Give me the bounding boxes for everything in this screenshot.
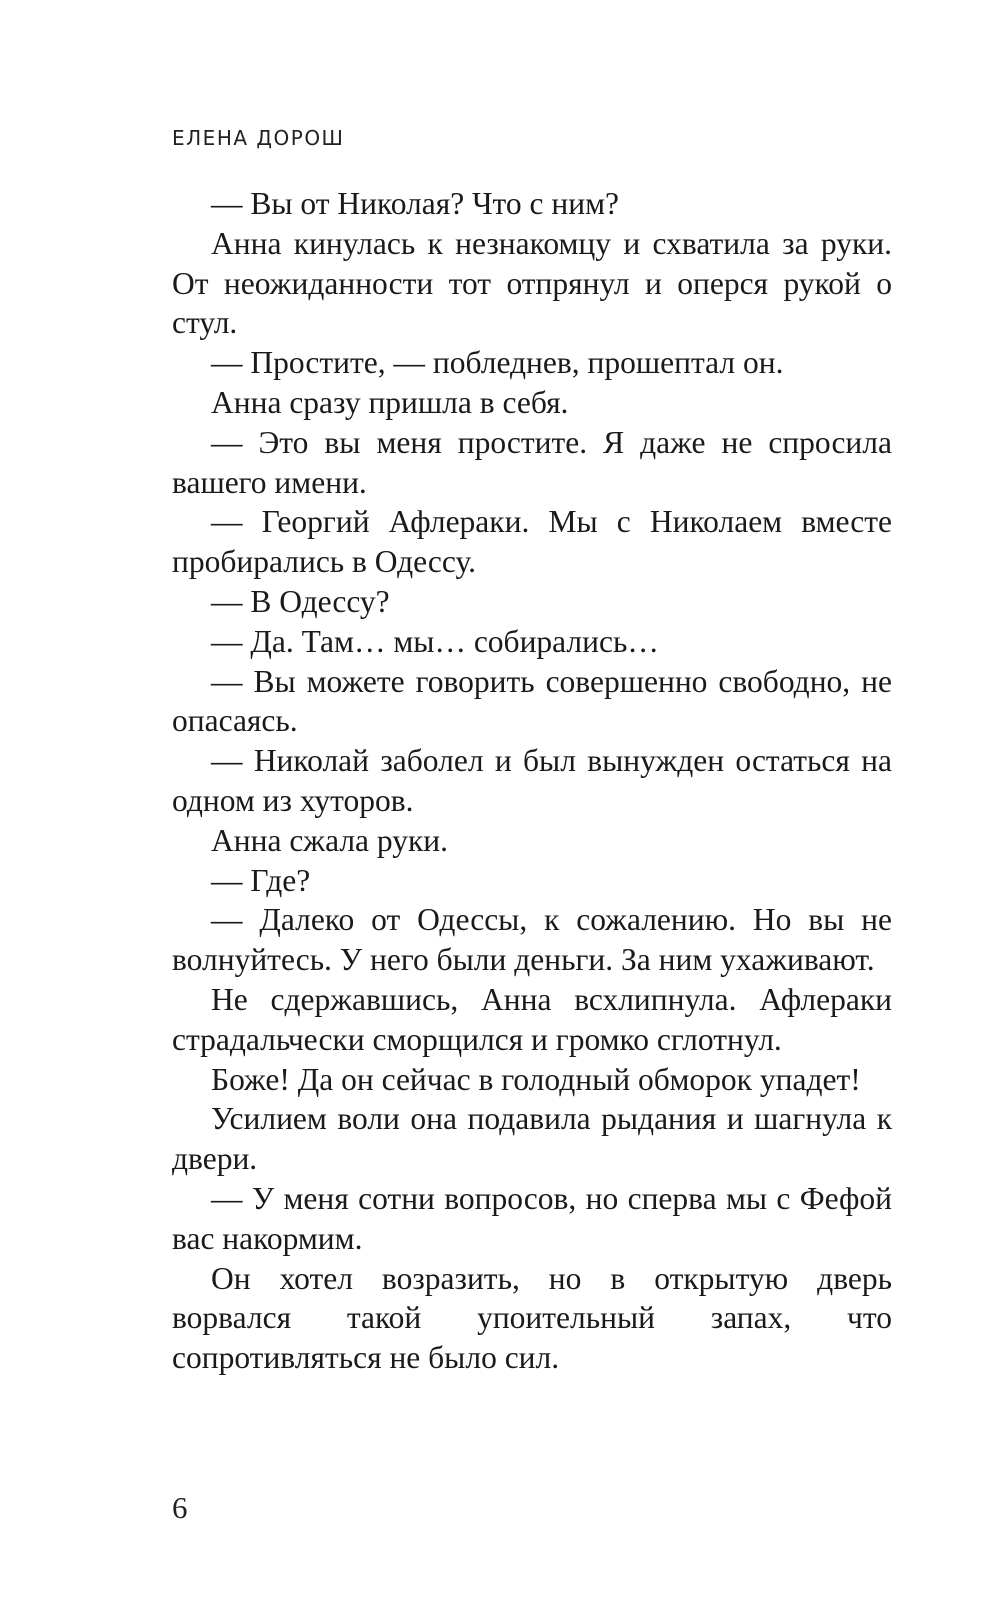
- paragraph: — Да. Там… мы… собирались…: [211, 623, 659, 659]
- page-number: 6: [172, 1490, 188, 1525]
- paragraph: — У меня сотни вопросов, но сперва мы с Фефой вас накормим.: [172, 1180, 892, 1256]
- paragraph: — Вы можете говорить совершенно свободно, не опасаясь.: [172, 663, 892, 739]
- paragraph: — Николай заболел и был вынужден остаться на одном из хуторов.: [172, 743, 892, 818]
- paragraph: — Это вы меня простите. Я даже не спросила вашего имени.: [172, 424, 892, 500]
- paragraph: — Вы от Николая? Что с ним?: [211, 186, 620, 221]
- paragraph: Не сдержавшись, Анна всхлипнула. Афлераки страдальчески сморщился и громко сглотнул.: [172, 981, 892, 1057]
- paragraph: Анна сразу пришла в себя.: [211, 384, 569, 420]
- paragraph: Боже! Да он сейчас в голодный обморок упадет!: [211, 1061, 861, 1097]
- paragraph: Анна кинулась к незнакомцу и схватила за руки. От неожиданности тот отпрянул и оперся рукой о стул.: [172, 225, 892, 341]
- paragraph: — Простите, — побледнев, прошептал он.: [211, 345, 784, 381]
- paragraph: Анна сжала руки.: [211, 822, 449, 858]
- paragraph: — Где?: [211, 862, 311, 898]
- paragraph: Он хотел возразить, но в открытую дверь ворвался такой упоительный запах, что сопротивляться не было сил.: [172, 1260, 892, 1376]
- paragraph: — В Одессу?: [211, 583, 390, 619]
- body-text: [172, 184, 892, 1378]
- running-head: ЕЛЕНА ДОРОШ: [172, 126, 345, 150]
- paragraph: — Георгий Афлераки. Мы с Николаем вместе пробирались в Одессу.: [172, 504, 892, 580]
- paragraph: Усилием воли она подавила рыдания и шагнула к двери.: [172, 1101, 892, 1177]
- paragraph: — Далеко от Одессы, к сожалению. Но вы не волнуйтесь. У него были деньги. За ним ухаживают.: [172, 902, 892, 978]
